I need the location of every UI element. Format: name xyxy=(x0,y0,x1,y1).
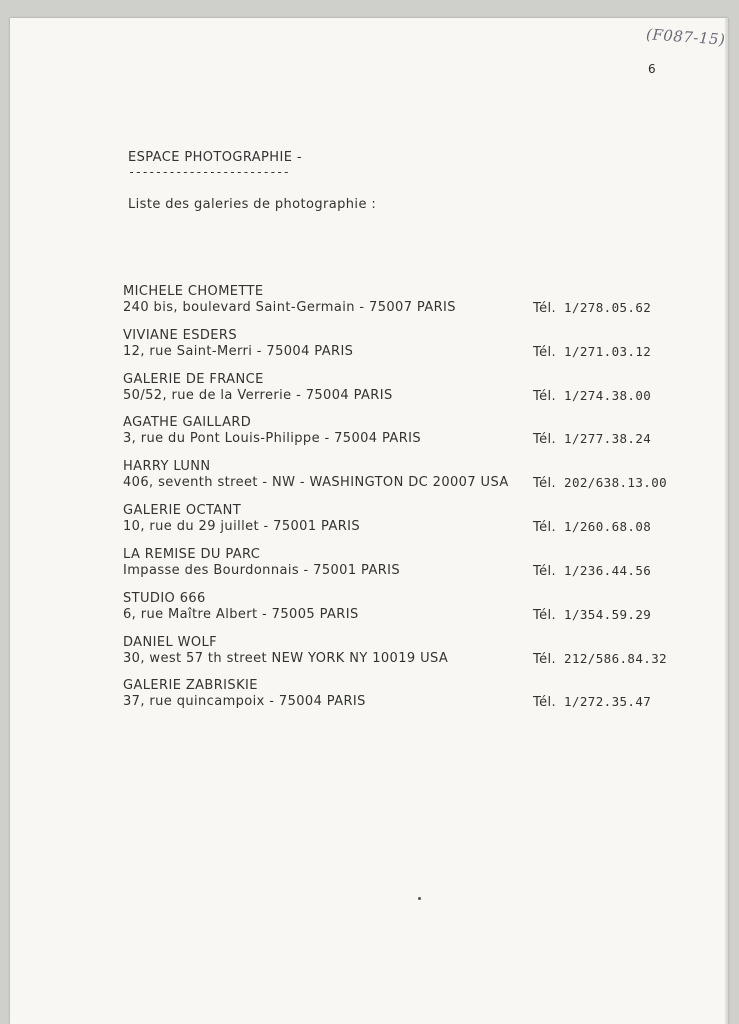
phone-number: 1/354.59.29 xyxy=(564,607,652,622)
gallery-address: 406, seventh street - NW - WASHINGTON DC 20007 USA xyxy=(123,475,509,490)
gallery-name: GALERIE ZABRISKIE xyxy=(123,678,258,693)
list-item xyxy=(123,547,683,581)
gallery-phone xyxy=(533,519,651,535)
tel-label: Tél. xyxy=(533,389,557,404)
list-item xyxy=(123,284,683,318)
tel-label: Tél. xyxy=(533,520,557,535)
list-item xyxy=(123,591,683,625)
gallery-name: DANIEL WOLF xyxy=(123,635,218,650)
list-item xyxy=(123,372,683,406)
tel-label: Tél. xyxy=(533,301,557,316)
tel-label: Tél. xyxy=(533,476,557,491)
gallery-phone xyxy=(533,431,651,447)
gallery-phone xyxy=(533,694,651,710)
phone-number: 1/274.38.00 xyxy=(564,388,652,403)
gallery-address: 50/52, rue de la Verrerie - 75004 PARIS xyxy=(123,388,393,403)
gallery-name: STUDIO 666 xyxy=(123,591,206,606)
gallery-phone xyxy=(533,388,651,404)
gallery-address: 10, rue du 29 juillet - 75001 PARIS xyxy=(123,519,361,534)
tel-label: Tél. xyxy=(533,564,557,579)
gallery-address: 3, rue du Pont Louis-Philippe - 75004 PARIS xyxy=(123,431,422,446)
gallery-name: GALERIE OCTANT xyxy=(123,503,242,518)
heading-underline: ------------------------ xyxy=(128,165,290,179)
tel-label: Tél. xyxy=(533,608,557,623)
gallery-address: 240 bis, boulevard Saint-Germain - 75007 PARIS xyxy=(123,300,456,315)
gallery-phone xyxy=(533,607,651,623)
paper-speck xyxy=(418,897,421,900)
phone-number: 1/271.03.12 xyxy=(564,344,652,359)
phone-number: 212/586.84.32 xyxy=(564,651,668,666)
document-heading: ESPACE PHOTOGRAPHIE - xyxy=(128,150,302,165)
list-item xyxy=(123,503,683,537)
gallery-name: MICHELE CHOMETTE xyxy=(123,284,264,299)
document-subheading: Liste des galeries de photographie : xyxy=(128,197,377,212)
gallery-phone xyxy=(533,563,651,579)
tel-label: Tél. xyxy=(533,695,557,710)
gallery-phone xyxy=(533,344,651,360)
gallery-address: 37, rue quincampoix - 75004 PARIS xyxy=(123,694,366,709)
handwritten-reference-note: (F087-15) xyxy=(645,25,726,49)
page-number: 6 xyxy=(648,62,656,76)
gallery-phone xyxy=(533,475,667,491)
gallery-phone xyxy=(533,651,667,667)
gallery-name: AGATHE GAILLARD xyxy=(123,415,252,430)
gallery-name: LA REMISE DU PARC xyxy=(123,547,261,562)
tel-label: Tél. xyxy=(533,432,557,447)
gallery-address: Impasse des Bourdonnais - 75001 PARIS xyxy=(123,563,401,578)
gallery-address: 30, west 57 th street NEW YORK NY 10019 USA xyxy=(123,651,449,666)
list-item xyxy=(123,678,683,712)
tel-label: Tél. xyxy=(533,345,557,360)
gallery-phone xyxy=(533,300,651,316)
gallery-name: GALERIE DE FRANCE xyxy=(123,372,264,387)
phone-number: 202/638.13.00 xyxy=(564,475,668,490)
page-edge xyxy=(725,18,728,1024)
tel-label: Tél. xyxy=(533,652,557,667)
gallery-address: 12, rue Saint-Merri - 75004 PARIS xyxy=(123,344,354,359)
phone-number: 1/272.35.47 xyxy=(564,694,652,709)
list-item xyxy=(123,635,683,669)
list-item xyxy=(123,328,683,362)
gallery-name: VIVIANE ESDERS xyxy=(123,328,237,343)
list-item xyxy=(123,415,683,449)
phone-number: 1/277.38.24 xyxy=(564,431,652,446)
list-item xyxy=(123,459,683,493)
gallery-address: 6, rue Maître Albert - 75005 PARIS xyxy=(123,607,359,622)
gallery-name: HARRY LUNN xyxy=(123,459,211,474)
phone-number: 1/278.05.62 xyxy=(564,300,652,315)
phone-number: 1/260.68.08 xyxy=(564,519,652,534)
phone-number: 1/236.44.56 xyxy=(564,563,652,578)
